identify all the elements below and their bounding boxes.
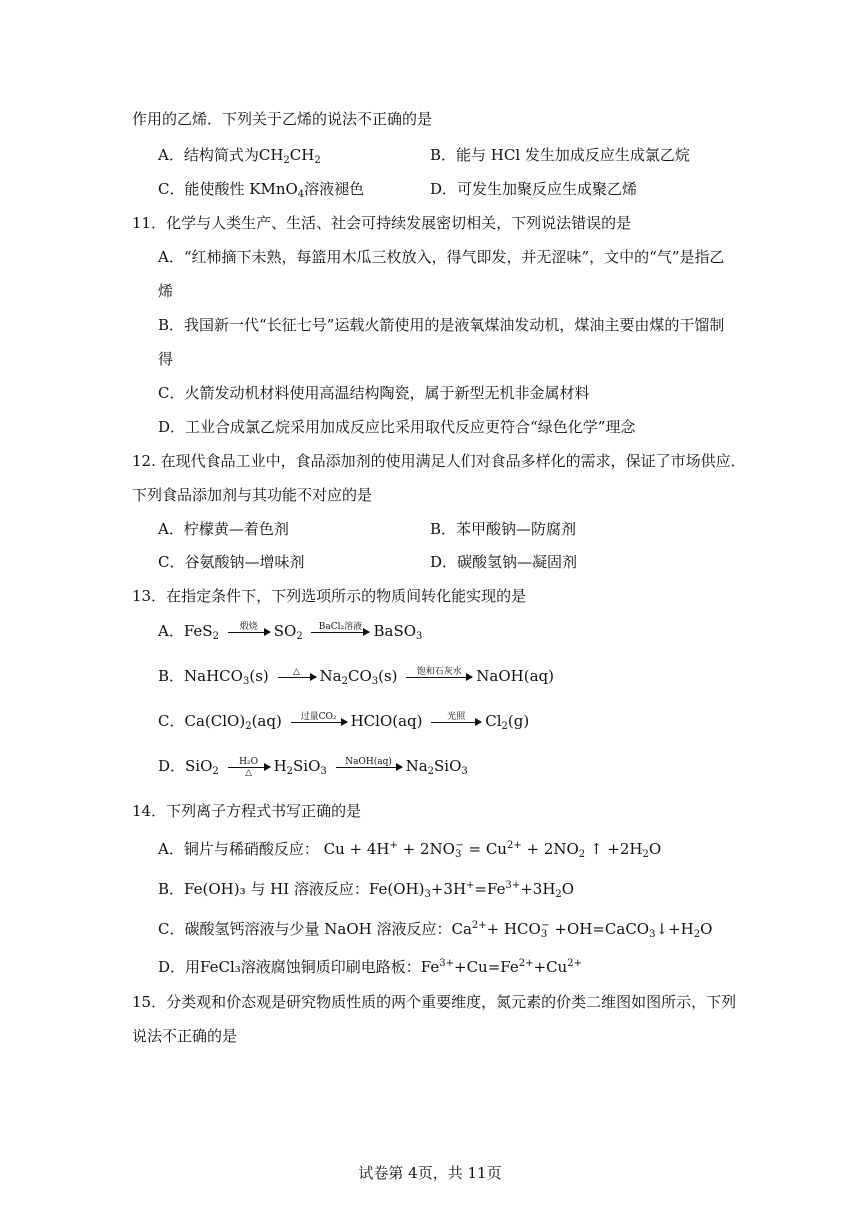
reaction-arrow: NaOH(aq) <box>336 757 402 778</box>
q12-option-d: D．碳酸氢钠—凝固剂 <box>430 553 578 571</box>
q11-option-b-line2: 得 <box>158 350 174 368</box>
reaction-arrow: 光照 <box>431 712 481 733</box>
q11-option-b-line1: B．我国新一代“长征七号”运载火箭使用的是液氧煤油发动机，煤油主要由煤的干馏制 <box>158 316 725 334</box>
q13-stem: 13．在指定条件下，下列选项所示的物质间转化能实现的是 <box>132 587 527 605</box>
q11-option-c: C．火箭发动机材料使用高温结构陶瓷，属于新型无机非金属材料 <box>158 384 590 402</box>
q14-option-b: B．Fe(OH)₃ 与 HI 溶液反应：$Fe(OH)_3+3H^+=Fe^{3+}+3H_2O$ <box>158 880 575 900</box>
q12-option-a: A．柠檬黄—着色剂 <box>158 520 289 538</box>
q10-option-b: B．能与 HCl 发生加成反应生成氯乙烷 <box>430 146 690 164</box>
q15-stem-line2: 说法不正确的是 <box>132 1027 238 1045</box>
q14-stem: 14．下列离子方程式书写正确的是 <box>132 802 362 820</box>
reaction-arrow: △ <box>278 667 316 688</box>
q11-option-a-line1: A．“红柿摘下未熟，每篮用木瓜三枚放入，得气即发，并无涩味”，文中的“气”是指乙 <box>158 248 725 266</box>
q10-option-a: A．结构简式为$CH_2CH_2$ <box>158 146 321 166</box>
q13-option-a: A．FeS$_2$ 煅烧 $SO_2$ BaCl₂溶液 BaSO$_3$ <box>158 621 423 642</box>
q11-option-a-line2: 烯 <box>158 282 174 300</box>
q14-option-a: A．铜片与稀硝酸反应： $Cu + 4H^+ + 2NO_3^- = Cu^{2+} + 2NO_2$ ↑ $+2H_2O$ <box>158 840 662 860</box>
page-footer: 试卷第 4页，共 11页 <box>358 1164 502 1182</box>
q15-stem-line1: 15．分类观和价态观是研究物质性质的两个重要维度，氮元素的价类二维图如图所示，下列 <box>132 993 737 1011</box>
q10-option-d: D．可发生加聚反应生成聚乙烯 <box>430 180 638 198</box>
q11-stem: 11．化学与人类生产、生活、社会可持续发展密切相关，下列说法错误的是 <box>132 214 632 232</box>
reaction-arrow: 过量CO₂ <box>291 712 347 733</box>
reaction-arrow: BaCl₂溶液 <box>311 622 369 643</box>
q12-stem-line1: 12. 在现代食品工业中，食品添加剂的使用满足人们对食品多样化的需求，保证了市场供应． <box>132 452 746 470</box>
q11-option-d: D．工业合成氯乙烷采用加成反应比采用取代反应更符合“绿色化学”理念 <box>158 418 636 436</box>
q12-option-b: B．苯甲酸钠—防腐剂 <box>430 520 577 538</box>
reaction-arrow: H₂O △ <box>228 757 270 778</box>
q14-option-d: D．用FeCl₃溶液腐蚀铜质印刷电路板：$Fe^{3+}+Cu=Fe^{2+}+Cu^{2+}$ <box>158 958 582 976</box>
q13-option-c: C．$Ca(ClO)_2(aq)$ 过量CO₂ HClO(aq) 光照 $Cl_2(g)$ <box>158 711 530 732</box>
q12-option-c: C．谷氨酸钠—增味剂 <box>158 553 305 571</box>
q14-option-c: C．碳酸氢钙溶液与少量 NaOH 溶液反应：$Ca^{2+}+ HCO_3^-$ $+OH=CaCO_3↓+H_2O$ <box>158 920 713 940</box>
q13-option-b: B．NaHCO$_3$(s) △ $Na_2CO_3(s)$ 饱和石灰水 NaOH(aq) <box>158 666 554 687</box>
q10-stem-tail: 作用的乙烯．下列关于乙烯的说法不正确的是 <box>132 110 433 128</box>
q12-stem-line2: 下列食品添加剂与其功能不对应的是 <box>132 486 373 504</box>
q10-option-c: C．能使酸性 KMnO$_4$溶液褪色 <box>158 180 365 200</box>
reaction-arrow: 煅烧 <box>228 622 270 643</box>
q13-option-d: D．SiO$_2$ H₂O △ $H_2SiO_3$ NaOH(aq) $Na_2SiO_3$ <box>158 756 468 778</box>
reaction-arrow: 饱和石灰水 <box>406 667 472 688</box>
